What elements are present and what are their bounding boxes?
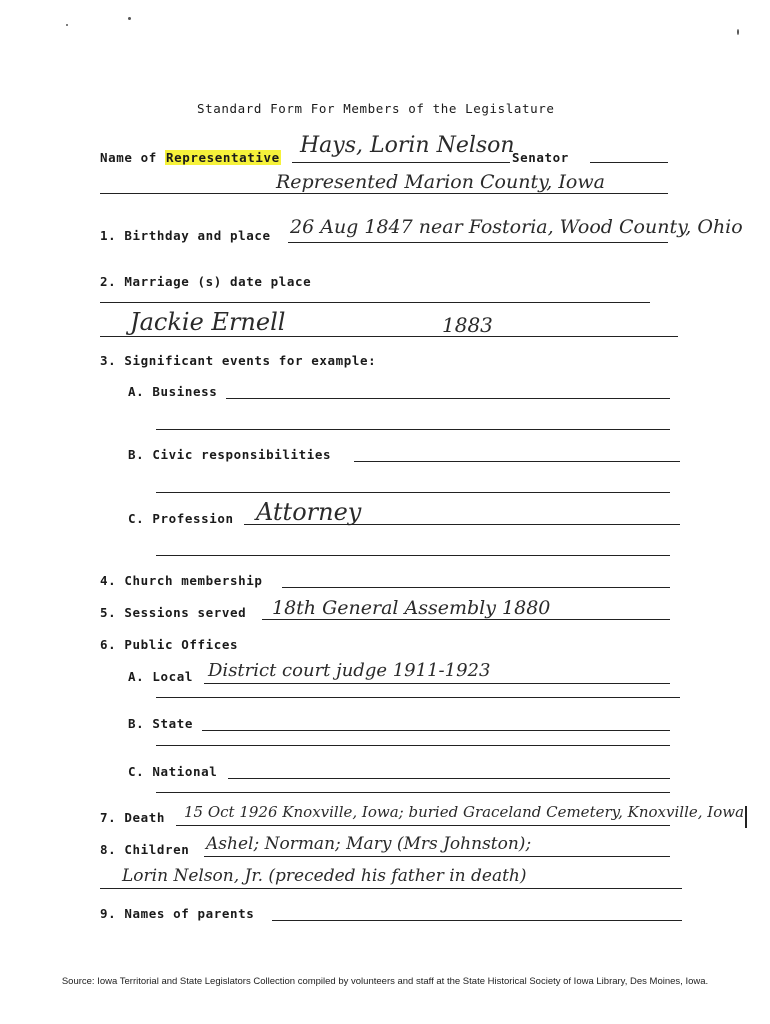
profession-line-2 [156,555,670,556]
civic-line-1 [354,461,680,462]
local-value: District court judge 1911-1923 [208,660,491,681]
birthday-label: 1. Birthday and place [100,228,271,243]
name-of-label: Name of [100,150,157,165]
margin-mark [745,806,747,828]
scan-speck [128,17,131,20]
death-label: 7. Death [100,810,166,825]
marriage-line-2 [100,336,678,337]
parents-label: 9. Names of parents [100,906,255,921]
scan-speck [66,24,68,26]
children-line-1 [204,856,670,857]
death-value: 15 Oct 1926 Knoxville, Iowa; buried Graceland Cemetery, Knoxville, Iowa [184,803,745,821]
local-label: A. Local [128,669,194,684]
state-line-2 [156,745,670,746]
state-label: B. State [128,716,194,731]
offices-label: 6. Public Offices [100,637,239,652]
source-note: Source: Iowa Territorial and State Legislators Collection compiled by volunteers and staff at the State Historical Society of Iowa Library, Des Moines, Iowa. [61,976,709,987]
children-value: Ashel; Norman; Mary (Mrs Johnston); [206,834,532,854]
name-value: Hays, Lorin Nelson [300,133,515,158]
birthday-value: 26 Aug 1847 near Fostoria, Wood County, Ohio [290,216,743,238]
name-label [100,150,281,165]
marriage-label: 2. Marriage (s) date place [100,274,312,289]
senator-label: Senator [512,150,569,165]
local-line-1 [204,683,670,684]
business-line-2 [156,429,670,430]
business-label: A. Business [128,384,218,399]
profession-value: Attorney [256,498,362,526]
parents-line [272,920,682,921]
church-label: 4. Church membership [100,573,263,588]
representative-label: Representative [166,150,280,165]
birthday-line [288,242,668,243]
church-line [282,587,670,588]
events-label: 3. Significant events for example: [100,353,377,368]
state-line-1 [202,730,670,731]
children-label: 8. Children [100,842,190,857]
death-line [176,825,670,826]
civic-label: B. Civic responsibilities [128,447,332,462]
form-title: Standard Form For Members of the Legislature [197,101,555,116]
senator-line [590,162,668,163]
local-line-2 [156,697,680,698]
sessions-value: 18th General Assembly 1880 [272,597,551,619]
civic-line-2 [156,492,670,493]
marriage-line-1 [100,302,650,303]
children-value-2: Lorin Nelson, Jr. (preceded his father in death) [122,866,527,886]
children-line-2 [100,888,682,889]
represented-value: Represented Marion County, Iowa [276,171,605,193]
name-line [292,162,510,163]
profession-line-1 [244,524,680,525]
sessions-label: 5. Sessions served [100,605,247,620]
national-line-2 [156,792,670,793]
national-line-1 [228,778,670,779]
marriage-year: 1883 [442,313,493,337]
marriage-spouse: Jackie Ernell [130,308,286,336]
represented-line [100,193,668,194]
business-line-1 [226,398,670,399]
national-label: C. National [128,764,218,779]
profession-label: C. Profession [128,511,234,526]
sessions-line [262,619,670,620]
scan-speck [737,29,739,35]
